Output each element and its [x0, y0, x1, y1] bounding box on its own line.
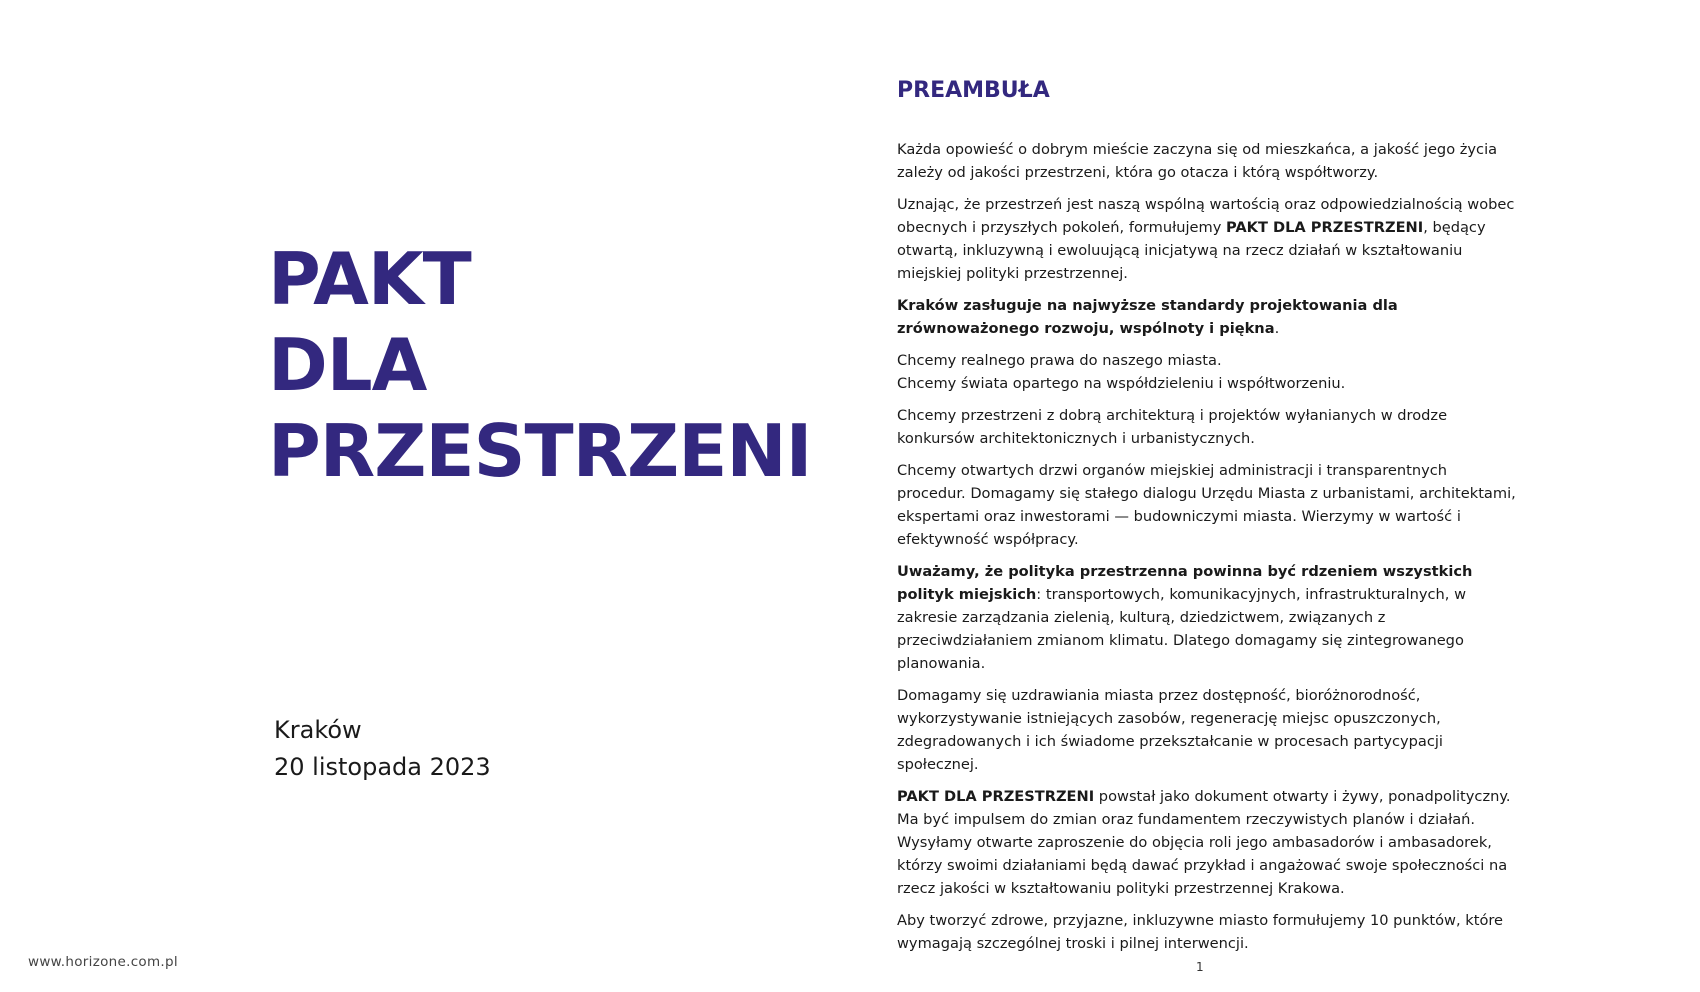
- preamble-heading: PREAMBUŁA: [897, 78, 1050, 103]
- paragraph-text: , będący otwartą, inkluzywną i ewoluującą inicjatywą na rzecz działań w kształtowaniu miejskiej polityki przestrzennej.: [897, 219, 1486, 282]
- preamble-paragraph-5: Chcemy przestrzeni z dobrą architekturą i projektów wyłanianych w drodze konkursów architektonicznych i urbanistycznych.: [897, 407, 1448, 447]
- footer-url: www.horizone.com.pl: [28, 954, 178, 970]
- paragraph-line-1: Chcemy realnego prawa do naszego miasta.: [897, 352, 1222, 369]
- cover-title: [268, 236, 811, 494]
- date: 20 listopada 2023: [274, 753, 491, 781]
- bold-statement: Kraków zasługuje na najwyższe standardy projektowania dla zrównoważonego rozwoju, wspólnoty i piękna: [897, 297, 1398, 337]
- preamble-paragraph-7: [897, 560, 1517, 675]
- paragraph-text: .: [1274, 320, 1280, 337]
- paragraph-text: Uznając, że przestrzeń jest naszą wspólną wartością oraz odpowiedzialnością wobec obecnych i przyszłych pokoleń, formułujemy: [897, 196, 1515, 236]
- preamble-paragraph-1: Każda opowieść o dobrym mieście zaczyna się od mieszkańca, a jakość jego życia zależy od jakości przestrzeni, która go otacza i którą współtworzy.: [897, 141, 1498, 181]
- paragraph-text: powstał jako dokument otwarty i żywy, ponadpolityczny. Ma być impulsem do zmian oraz fundamentem rzeczywistych planów i działań. Wysyłamy otwarte zaproszenie do objęcia roli jego ambasadorów i ambasadorek, którzy swoimi działaniami będą dawać przykład i angażować swoje społeczności na rzecz jakości w kształtowaniu polityki przestrzennej Krakowa.: [897, 788, 1511, 897]
- preamble-paragraph-6: Chcemy otwartych drzwi organów miejskiej administracji i transparentnych procedur. Domagamy się stałego dialogu Urzędu Miasta z urbanistami, architektami, ekspertami oraz inwestorami — budowniczymi miasta. Wierzymy w wartość i efektywność współpracy.: [897, 462, 1516, 548]
- pact-name-bold: PAKT DLA PRZESTRZENI: [897, 788, 1095, 805]
- preamble-paragraph-2: [897, 193, 1517, 285]
- page-number: 1: [1196, 960, 1204, 974]
- bold-statement: Uważamy, że polityka przestrzenna powinna być rdzeniem wszystkich polityk miejskich: [897, 563, 1473, 603]
- preamble-paragraph-10: Aby tworzyć zdrowe, przyjazne, inkluzywne miasto formułujemy 10 punktów, które wymagają szczególnej troski i pilnej interwencji.: [897, 912, 1504, 952]
- preamble-paragraph-8: Domagamy się uzdrawiania miasta przez dostępność, bioróżnorodność, wykorzystywanie istniejących zasobów, regenerację miejsc opuszczonych, zdegradowanych i ich świadome przekształcanie w procesach partycypacji społecznej.: [897, 687, 1443, 773]
- place-and-date: [274, 712, 491, 786]
- preamble-section: [897, 76, 1517, 964]
- preamble-paragraph-4: [897, 349, 1517, 395]
- preamble-paragraph-3: [897, 294, 1517, 340]
- paragraph-text: : transportowych, komunikacyjnych, infrastrukturalnych, w zakresie zarządzania zielenią, kulturą, dziedzictwem, związanych z przeciwdziałaniem zmianom klimatu. Dlatego domagamy się zintegrowanego planowania.: [897, 586, 1467, 672]
- cover-title-line-3: PRZESTRZENI: [268, 409, 812, 493]
- preamble-paragraph-9: [897, 785, 1517, 900]
- city: Kraków: [274, 716, 362, 744]
- cover-title-line-1: PAKT: [268, 237, 471, 321]
- pact-name-bold: PAKT DLA PRZESTRZENI: [1226, 219, 1424, 236]
- cover-title-line-2: DLA: [268, 323, 427, 407]
- paragraph-line-2: Chcemy świata opartego na współdzieleniu i współtworzeniu.: [897, 375, 1346, 392]
